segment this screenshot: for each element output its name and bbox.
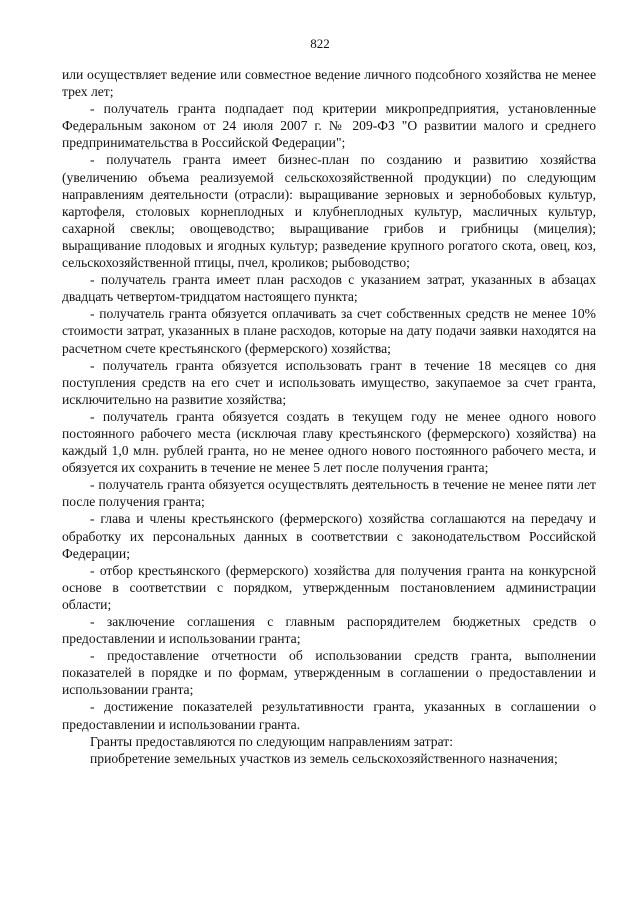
list-item: - отбор крестьянского (фермерского) хозяйства для получения гранта на конкурсной основе в соответствии с порядком, утвержденным постановлением администрации области; — [62, 562, 596, 612]
paragraph: приобретение земельных участков из земель сельскохозяйственного назначения; — [90, 750, 558, 766]
list-item: - получатель гранта подпадает под критерии микропредприятия, установленные Федеральным законом от 24 июля 2007 г. № 209-ФЗ "О развитии малого и среднего предпринимательства в Российской Федерации"; — [62, 101, 596, 151]
list-item: - получатель гранта обязуется оплачивать за счет собственных средств не менее 10% стоимости затрат, указанных в плане расходов, которые на дату подачи заявки находятся на расчетном счете крестьянского (фермерского) хозяйства; — [62, 306, 596, 356]
list-item: - получатель гранта обязуется осуществлять деятельность в течение не менее пяти лет после получения гранта; — [62, 477, 596, 510]
list-item: - получатель гранта обязуется создать в текущем году не менее одного нового постоянного рабочего места (исключая главу крестьянского (фермерского) хозяйства) на каждый 1,0 млн. рублей гранта, но не менее одного нового постоянного рабочего места, и обязуется их сохранить в течение не менее 5 лет после получения гранта; — [62, 408, 596, 476]
list-item: - предоставление отчетности об использовании средств гранта, выполнении показателей в порядке и по формам, утвержденным в соглашении о предоставлении и использовании гранта; — [62, 648, 596, 698]
paragraph: Гранты предоставляются по следующим направлениям затрат: — [90, 733, 453, 749]
list-item: - глава и члены крестьянского (фермерского) хозяйства соглашаются на передачу и обработку их персональных данных в соответствии с законодательством Российской Федерации; — [62, 511, 596, 561]
page-number: 822 — [310, 36, 330, 51]
list-item: - получатель гранта обязуется использовать грант в течение 18 месяцев со дня поступления средств на его счет и использовать имущество, закупаемое за счет гранта, исключительно на развитие хозяйства; — [62, 357, 596, 407]
paragraph: или осуществляет ведение или совместное ведение личного подсобного хозяйства не менее трех лет; — [62, 67, 596, 100]
list-item: - получатель гранта имеет план расходов с указанием затрат, указанных в абзацах двадцать четвертом-тридцатом настоящего пункта; — [62, 272, 596, 305]
list-item: - достижение показателей результативности гранта, указанных в соглашении о предоставлении и использовании гранта. — [62, 699, 596, 732]
document-body — [62, 66, 596, 767]
list-item: - заключение соглашения с главным распорядителем бюджетных средств о предоставлении и использовании гранта; — [62, 614, 596, 647]
list-item: - получатель гранта имеет бизнес-план по созданию и развитию хозяйства (увеличению объема реализуемой сельскохозяйственной продукции) по следующим направлениям деятельности (отрасли): выращивание зерновых и зернобобовых культур, картофеля, столовых корнеплодных и клубнеплодных культур, масличных культур, сахарной свеклы; овощеводство; выращивание грибов и грибницы (мицелия); выращивание плодовых и ягодных культур; разведение крупного рогатого скота, овец, коз, сельскохозяйственной птицы, пчел, кроликов; рыбоводство; — [62, 152, 596, 271]
